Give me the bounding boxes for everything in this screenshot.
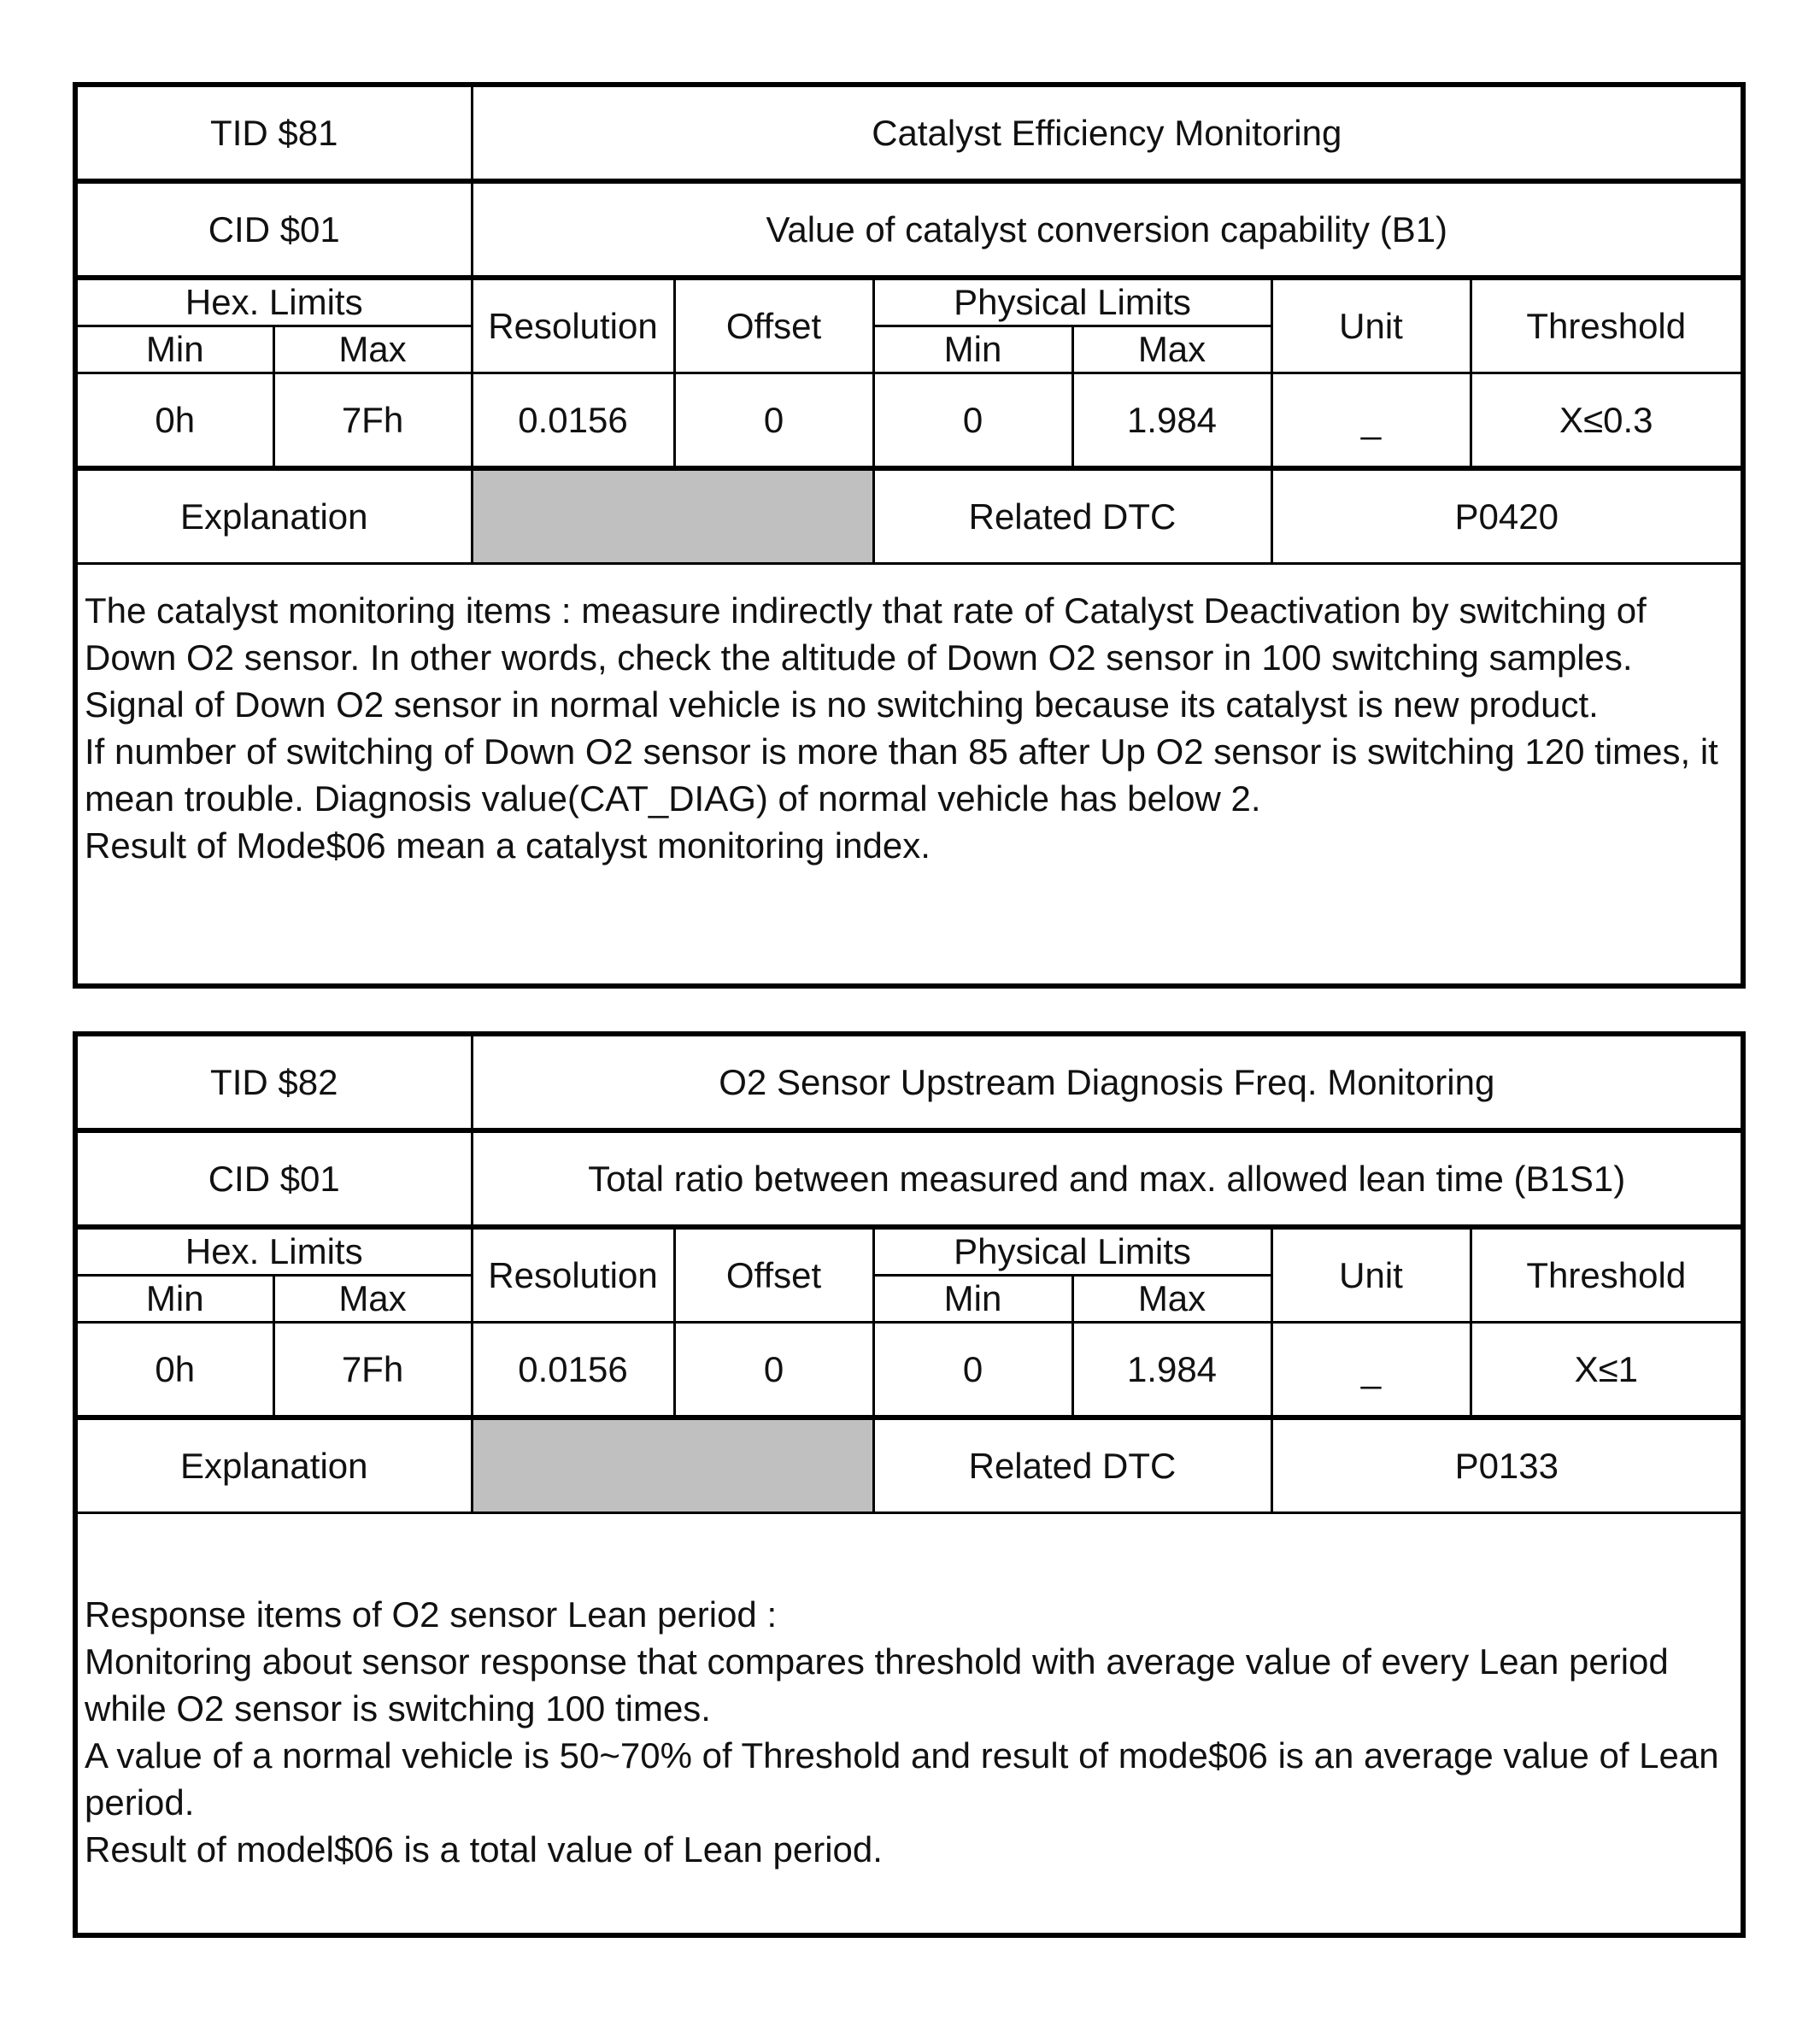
- threshold-value: X≤0.3: [1471, 373, 1741, 469]
- blank-shaded-cell: [472, 1418, 873, 1513]
- monitor-block-tid81: [73, 82, 1746, 989]
- threshold-header: Threshold: [1471, 278, 1741, 373]
- offset-value: 0: [674, 373, 873, 469]
- cid-description: Value of catalyst conversion capability (B1): [472, 181, 1741, 278]
- offset-value: 0: [674, 1323, 873, 1418]
- resolution-value: 0.0156: [472, 1323, 674, 1418]
- physical-limits-header: Physical Limits: [873, 1227, 1271, 1276]
- hex-min-value: 0h: [78, 373, 273, 469]
- hex-limits-header: Hex. Limits: [78, 1227, 472, 1276]
- offset-header: Offset: [674, 278, 873, 373]
- phys-max-header: Max: [1072, 326, 1271, 373]
- hex-min-header: Min: [78, 1276, 273, 1323]
- monitor-block-tid82: [73, 1031, 1746, 1938]
- spec-table: [78, 87, 1741, 565]
- resolution-header: Resolution: [472, 278, 674, 373]
- explanation-text: Response items of O2 sensor Lean period : Monitoring about sensor response that compares threshold with average value of every Lean period while O2 sensor is switching 100 times. A value of a normal vehicle is 50~70% of Threshold and result of mode$06 is an average value of Lean period. Result of model$06 is a total value of Lean period.: [85, 1594, 1719, 1870]
- explanation-label: Explanation: [78, 1418, 472, 1513]
- hex-max-header: Max: [273, 326, 472, 373]
- related-dtc-label: Related DTC: [873, 1418, 1271, 1513]
- tid-description: Catalyst Efficiency Monitoring: [472, 87, 1741, 181]
- spec-table: [78, 1036, 1741, 1514]
- cid-label: CID $01: [78, 181, 472, 278]
- related-dtc-value: P0133: [1271, 1418, 1741, 1513]
- unit-header: Unit: [1271, 1227, 1471, 1323]
- explanation-label: Explanation: [78, 468, 472, 564]
- hex-limits-header: Hex. Limits: [78, 278, 472, 326]
- tid-label: TID $81: [78, 87, 472, 181]
- cid-description: Total ratio between measured and max. allowed lean time (B1S1): [472, 1130, 1741, 1227]
- phys-min-header: Min: [873, 1276, 1072, 1323]
- physical-limits-header: Physical Limits: [873, 278, 1271, 326]
- unit-header: Unit: [1271, 278, 1471, 373]
- explanation-text: The catalyst monitoring items : measure indirectly that rate of Catalyst Deactivation by switching of Down O2 sensor. In other words, check the altitude of Down O2 sensor in 100 switching samples. Signal of Down O2 sensor in normal vehicle is no switching because its catalyst is new product. If number of switching of Down O2 sensor is more than 85 after Up O2 sensor is switching 120 times, it mean trouble. Diagnosis value(CAT_DIAG) of normal vehicle has below 2. Result of Mode$06 mean a catalyst monitoring index.: [85, 590, 1718, 866]
- phys-max-header: Max: [1072, 1276, 1271, 1323]
- phys-min-value: 0: [873, 1323, 1072, 1418]
- hex-min-header: Min: [78, 326, 273, 373]
- hex-max-header: Max: [273, 1276, 472, 1323]
- phys-min-header: Min: [873, 326, 1072, 373]
- resolution-value: 0.0156: [472, 373, 674, 469]
- unit-value: _: [1271, 1323, 1471, 1418]
- related-dtc-value: P0420: [1271, 468, 1741, 564]
- resolution-header: Resolution: [472, 1227, 674, 1323]
- blank-shaded-cell: [472, 468, 873, 564]
- threshold-value: X≤1: [1471, 1323, 1741, 1418]
- related-dtc-label: Related DTC: [873, 468, 1271, 564]
- phys-min-value: 0: [873, 373, 1072, 469]
- hex-min-value: 0h: [78, 1323, 273, 1418]
- hex-max-value: 7Fh: [273, 373, 472, 469]
- unit-value: _: [1271, 373, 1471, 469]
- threshold-header: Threshold: [1471, 1227, 1741, 1323]
- offset-header: Offset: [674, 1227, 873, 1323]
- phys-max-value: 1.984: [1072, 373, 1271, 469]
- tid-description: O2 Sensor Upstream Diagnosis Freq. Monitoring: [472, 1036, 1741, 1130]
- phys-max-value: 1.984: [1072, 1323, 1271, 1418]
- tid-label: TID $82: [78, 1036, 472, 1130]
- cid-label: CID $01: [78, 1130, 472, 1227]
- hex-max-value: 7Fh: [273, 1323, 472, 1418]
